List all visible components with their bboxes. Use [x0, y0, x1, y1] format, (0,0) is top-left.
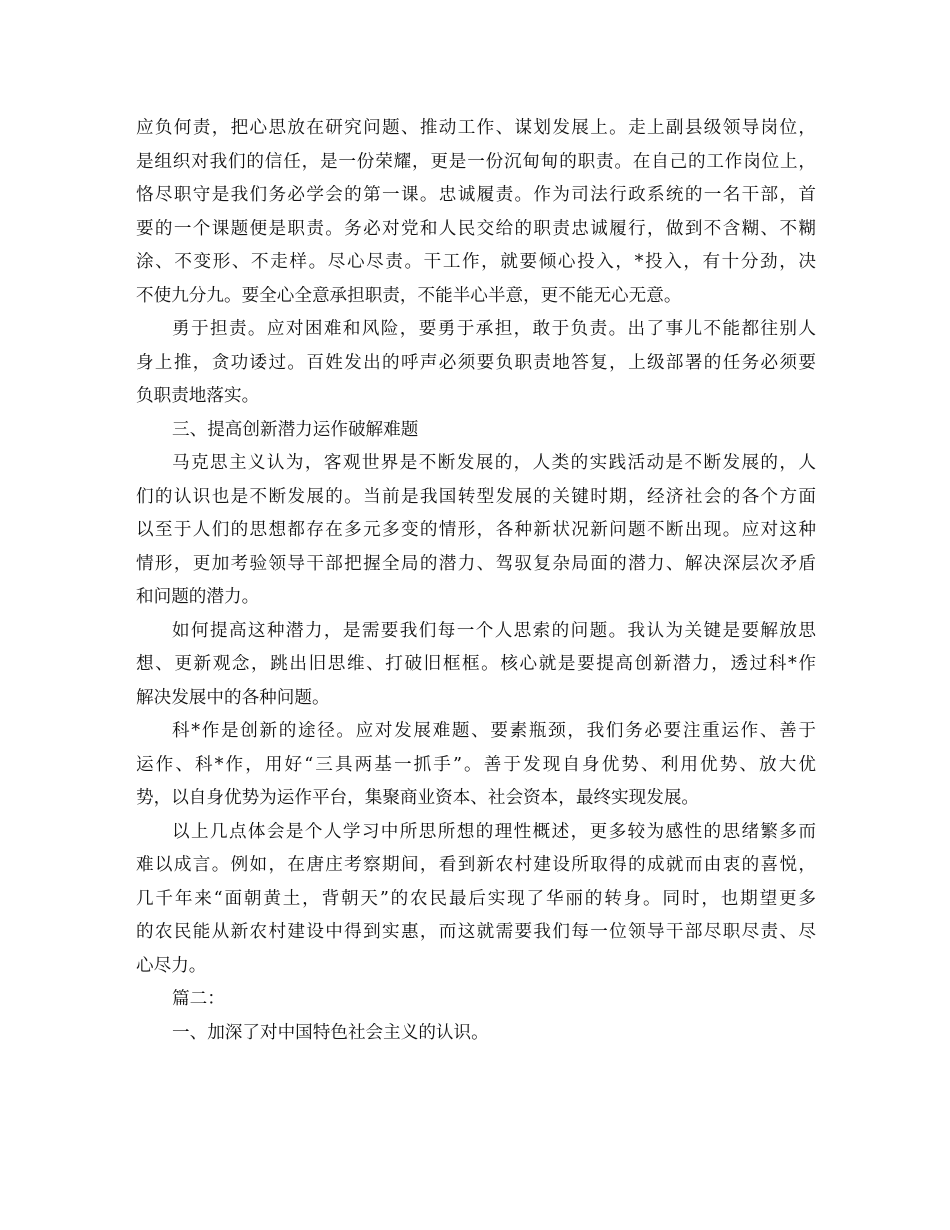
paragraph-p9: [136, 1017, 816, 1051]
text-line: 恪尽职守是我们务必学会的第一课。忠诚履责。作为司法行政系统的一名干部，首: [136, 185, 816, 205]
paragraph-p8: [136, 983, 816, 1017]
paragraph-p7: [136, 816, 816, 984]
text-line: 运作、科*作，用好“三具两基一抓手”。善于发现自身优势、利用优势、放大优: [136, 754, 816, 775]
text-line: 想、更新观念，跳出旧思维、打破旧框框。核心就是要提高创新潜力，透过科*作: [136, 654, 816, 674]
paragraph-p2: [136, 313, 816, 414]
text-line: 科*作是创新的途径。应对发展难题、要素瓶颈，我们务必要注重运作、善于: [172, 721, 816, 741]
text-line: 解决发展中的各种问题。: [136, 687, 330, 708]
text-line: 们的认识也是不断发展的。当前是我国转型发展的关键时期，经济社会的各个方面: [136, 486, 816, 507]
paragraph-p6: [136, 715, 816, 816]
text-line: 和问题的潜力。: [136, 587, 260, 607]
text-line: 勇于担责。应对困难和风险，要勇于承担，敢于负责。出了事儿不能都往别人: [172, 319, 816, 339]
paragraph-p4: [136, 447, 816, 615]
text-line: 几千年来“面朝黄土，背朝天”的农民最后实现了华丽的转身。同时，也期望更多: [136, 888, 816, 909]
text-line: 要的一个课题便是职责。务必对党和人民交给的职责忠诚履行，做到不含糊、不糊: [136, 218, 816, 239]
text-line: 难以成言。例如，在唐庄考察期间，看到新农村建设所取得的成就而由衷的喜悦，: [136, 855, 816, 875]
text-line: 马克思主义认为，客观世界是不断发展的，人类的实践活动是不断发展的，人: [172, 453, 816, 473]
document-page: [136, 112, 816, 1050]
text-line: 如何提高这种潜力，是需要我们每一个人思索的问题。我认为关键是要解放思: [172, 620, 816, 641]
text-line: 情形，更加考验领导干部把握全局的潜力、驾驭复杂局面的潜力、解决深层次矛盾: [136, 553, 816, 574]
text-line: 以上几点体会是个人学习中所思所想的理性概述，更多较为感性的思绪繁多而: [172, 821, 816, 842]
text-line: 是组织对我们的信任，是一份荣耀，更是一份沉甸甸的职责。在自己的工作岗位上，: [136, 151, 816, 172]
text-line: 的农民能从新农村建设中得到实惠，而这就需要我们每一位领导干部尽职尽责、尽: [136, 922, 816, 942]
text-line: 三、提高创新潜力运作破解难题: [172, 419, 419, 440]
text-line: 应负何责，把心思放在研究问题、推动工作、谋划发展上。走上副县级领导岗位，: [136, 118, 816, 138]
text-line: 心尽力。: [136, 955, 207, 976]
text-line: 以至于人们的思想都存在多元多变的情形，各种新状况新问题不断出现。应对这种: [136, 520, 816, 540]
paragraph-p3: [136, 414, 816, 448]
text-line: 一、加深了对中国特色社会主义的认识。: [172, 1022, 489, 1043]
text-line: 涂、不变形、不走样。尽心尽责。干工作，就要倾心投入，*投入，有十分劲，决: [136, 252, 816, 272]
text-line: 不使九分九。要全心全意承担职责，不能半心半意，更不能无心无意。: [136, 285, 682, 306]
text-line: 身上推，贪功诿过。百姓发出的呼声必须要负职责地答复，上级部署的任务必须要: [136, 352, 816, 373]
paragraph-p1: [136, 112, 816, 313]
paragraph-p5: [136, 615, 816, 716]
text-line: 篇二：: [172, 989, 225, 1009]
text-line: 势，以自身优势为运作平台，集聚商业资本、社会资本，最终实现发展。: [136, 788, 700, 808]
text-line: 负职责地落实。: [136, 386, 260, 406]
